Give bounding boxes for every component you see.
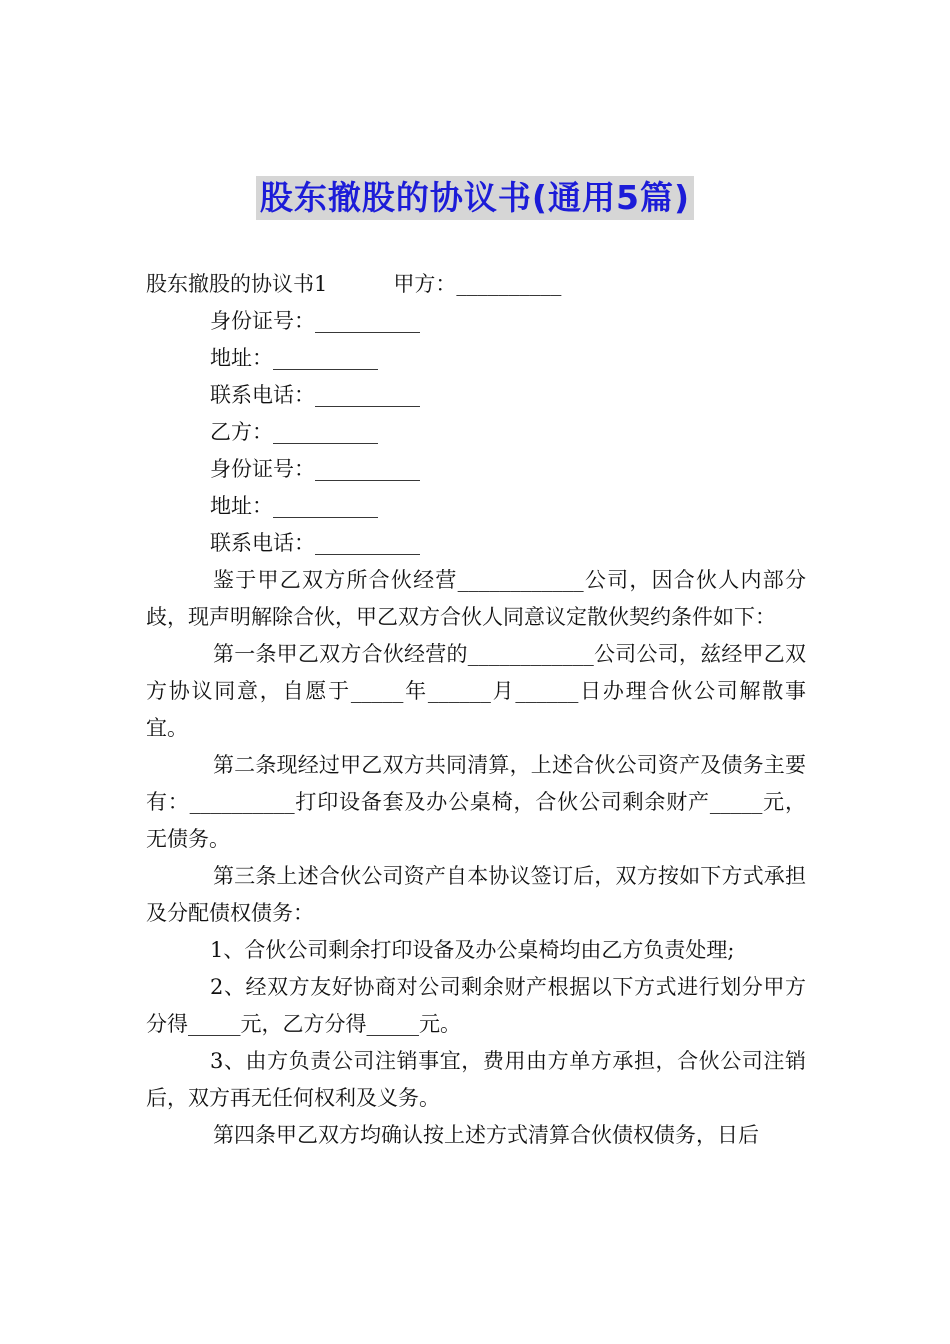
article-2: 第二条现经过甲乙双方共同清算，上述合伙公司资产及债务主要有：__________打印设备套及办公桌椅，合伙公司剩余财产_____元，无债务。 [146, 753, 806, 851]
phone-field-a: 联系电话：__________ [210, 383, 420, 407]
article-3: 第三条上述合伙公司资产自本协议签订后，双方按如下方式承担及分配债权债务： [146, 864, 806, 925]
party-a-field: 甲方：__________ [393, 272, 562, 296]
phone-field-b: 联系电话：__________ [210, 531, 420, 555]
party-b-field: 乙方：__________ [210, 420, 378, 444]
doc-name: 股东撤股的协议书1 [146, 272, 328, 296]
list-item-3: 3、由方负责公司注销事宜，费用由方单方承担，合伙公司注销后，双方再无任何权利及义务。 [146, 1049, 806, 1110]
document-body [146, 266, 806, 1154]
article-4: 第四条甲乙双方均确认按上述方式清算合伙债权债务，日后 [213, 1123, 759, 1147]
list-item-1: 1、合伙公司剩余打印设备及办公桌椅均由乙方负责处理; [210, 938, 735, 962]
id-number-field-b: 身份证号：__________ [210, 457, 420, 481]
heading-line [146, 266, 806, 303]
address-field-a: 地址：__________ [210, 346, 378, 370]
document-title-wrap [0, 176, 950, 220]
id-number-field-a: 身份证号：__________ [210, 309, 420, 333]
document-title: 股东撤股的协议书(通用5篇) [256, 176, 694, 220]
article-1: 第一条甲乙双方合伙经营的____________公司公司，兹经甲乙双方协议同意，自愿于_____年______月______日办理合伙公司解散事宜。 [146, 642, 806, 740]
address-field-b: 地址：__________ [210, 494, 378, 518]
list-item-2: 2、经双方友好协商对公司剩余财产根据以下方式进行划分甲方分得_____元，乙方分得_____元。 [146, 975, 806, 1036]
intro-paragraph: 鉴于甲乙双方所合伙经营____________公司，因合伙人内部分歧，现声明解除合伙，甲乙双方合伙人同意议定散伙契约条件如下： [146, 568, 806, 629]
